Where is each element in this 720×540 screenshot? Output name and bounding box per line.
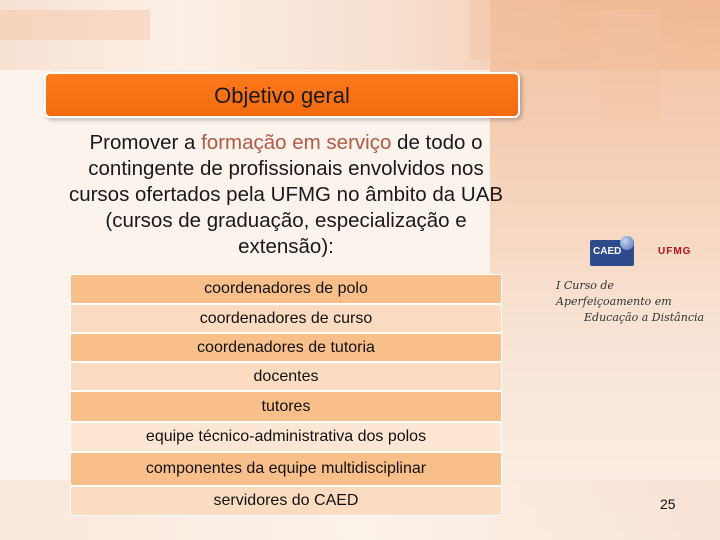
- ufmg-logo-text: UFMG: [658, 246, 692, 257]
- background-block: [0, 10, 150, 40]
- list-item: coordenadores de tutoria: [70, 333, 502, 362]
- caed-ufmg-logo: [590, 236, 696, 270]
- course-name: [556, 278, 706, 326]
- background-block: [600, 10, 660, 120]
- intro-highlight: formação em serviço: [201, 131, 392, 154]
- list-item: docentes: [70, 362, 502, 391]
- intro-text-start: Promover a: [89, 131, 202, 154]
- list-item: servidores do CAED: [70, 486, 502, 516]
- course-name-line1: I Curso de Aperfeiçoamento em: [556, 279, 672, 308]
- background-block: [470, 0, 560, 60]
- participant-list: [70, 274, 502, 516]
- slide-title: Objetivo geral: [214, 83, 350, 108]
- list-item: equipe técnico-administrativa dos polos: [70, 422, 502, 452]
- list-item: coordenadores de curso: [70, 304, 502, 333]
- caed-logo-text: CAED: [593, 246, 622, 257]
- intro-text-end: de todo o contingente de profissionais envolvidos nos cursos ofertados pela UFMG no âmbito da UAB (cursos de graduação, especialização e extensão):: [68, 131, 504, 258]
- title-bar: [44, 72, 520, 118]
- course-name-line2: Educação a Distância: [584, 311, 705, 324]
- page-number: 25: [660, 496, 676, 512]
- intro-paragraph: [56, 130, 516, 260]
- list-item: componentes da equipe multidisciplinar: [70, 452, 502, 486]
- globe-icon: [620, 236, 634, 250]
- list-item: tutores: [70, 391, 502, 422]
- list-item: coordenadores de polo: [70, 274, 502, 304]
